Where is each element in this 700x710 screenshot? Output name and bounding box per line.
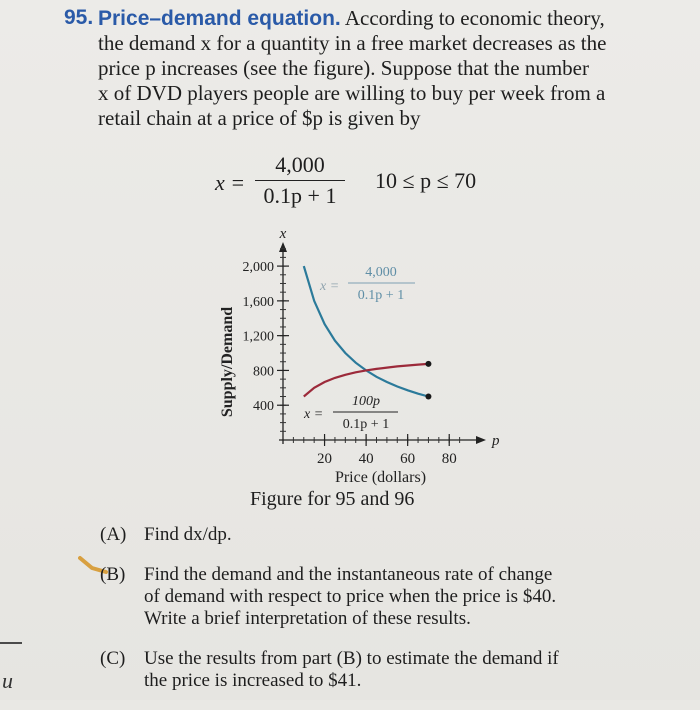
x-tick-label: 80: [441, 451, 457, 467]
part-text: the price is increased to $41.: [144, 670, 362, 691]
part-a: [100, 524, 660, 546]
figure-caption: Figure for 95 and 96: [250, 488, 415, 510]
part-c: [100, 648, 660, 692]
y-axis-symbol: x: [279, 226, 287, 242]
x-tick-label: 40: [358, 451, 374, 467]
x-tick-label: 60: [400, 451, 416, 467]
equation-denominator: 0.1p + 1: [263, 183, 337, 208]
supply-label-lhs: x =: [304, 407, 324, 422]
y-tick-label: 1,200: [242, 329, 274, 345]
supply-endpoint: [425, 361, 431, 367]
part-label: (A): [100, 524, 127, 545]
y-tick-label: 2,000: [242, 260, 274, 276]
demand-curve-label: [319, 265, 415, 303]
demand-label-numerator: 4,000: [365, 265, 397, 280]
part-label: (C): [100, 648, 126, 669]
x-axis-symbol: p: [492, 433, 500, 449]
y-tick-label: 800: [253, 364, 274, 380]
y-axis-arrow: [279, 242, 287, 252]
problem-line: the demand x for a quantity in a free market decreases as the: [98, 31, 607, 55]
problem-line: retail chain at a price of $p is given by: [98, 106, 421, 130]
x-tick-label: 20: [317, 451, 333, 467]
part-text: Find the demand and the instantaneous rate of change: [144, 564, 553, 585]
problem-line: x of DVD players people are willing to buy per week from a: [98, 81, 606, 105]
part-text: Write a brief interpretation of these results.: [144, 608, 471, 629]
x-axis-label: Price (dollars): [334, 469, 427, 486]
supply-label-denominator: 0.1p + 1: [342, 417, 390, 432]
equation-numerator: 4,000: [255, 152, 345, 181]
demand-label-lhs: x =: [320, 279, 340, 294]
problem-title: Price–demand equation.: [98, 7, 341, 30]
problem-line: price p increases (see the figure). Suppose that the number: [98, 56, 589, 80]
part-label: (B): [100, 564, 126, 585]
y-tick-label: 1,600: [242, 294, 274, 310]
y-axis-label: Supply/Demand: [219, 306, 236, 418]
supply-label-numerator: 100p: [352, 394, 380, 409]
margin-letter: u: [2, 668, 13, 693]
part-b: [100, 564, 660, 630]
equation-lhs: x =: [215, 170, 246, 195]
problem-line-text: According to economic theory,: [344, 6, 605, 30]
part-text: of demand with respect to price when the price is $40.: [144, 586, 557, 607]
demand-label-denominator: 0.1p + 1: [357, 288, 405, 303]
problem-parts: [100, 524, 660, 710]
demand-endpoint: [425, 394, 431, 400]
part-text: Use the results from part (B) to estimate the demand if: [144, 648, 559, 669]
x-axis-arrow: [476, 436, 486, 444]
problem-number: 95.: [64, 6, 94, 29]
supply-curve-label: [303, 394, 398, 432]
part-text: Find dx/dp.: [144, 524, 232, 545]
equation-domain: 10 ≤ p ≤ 70: [375, 168, 477, 193]
chart-labels: [219, 226, 500, 486]
y-tick-label: 400: [253, 399, 274, 415]
